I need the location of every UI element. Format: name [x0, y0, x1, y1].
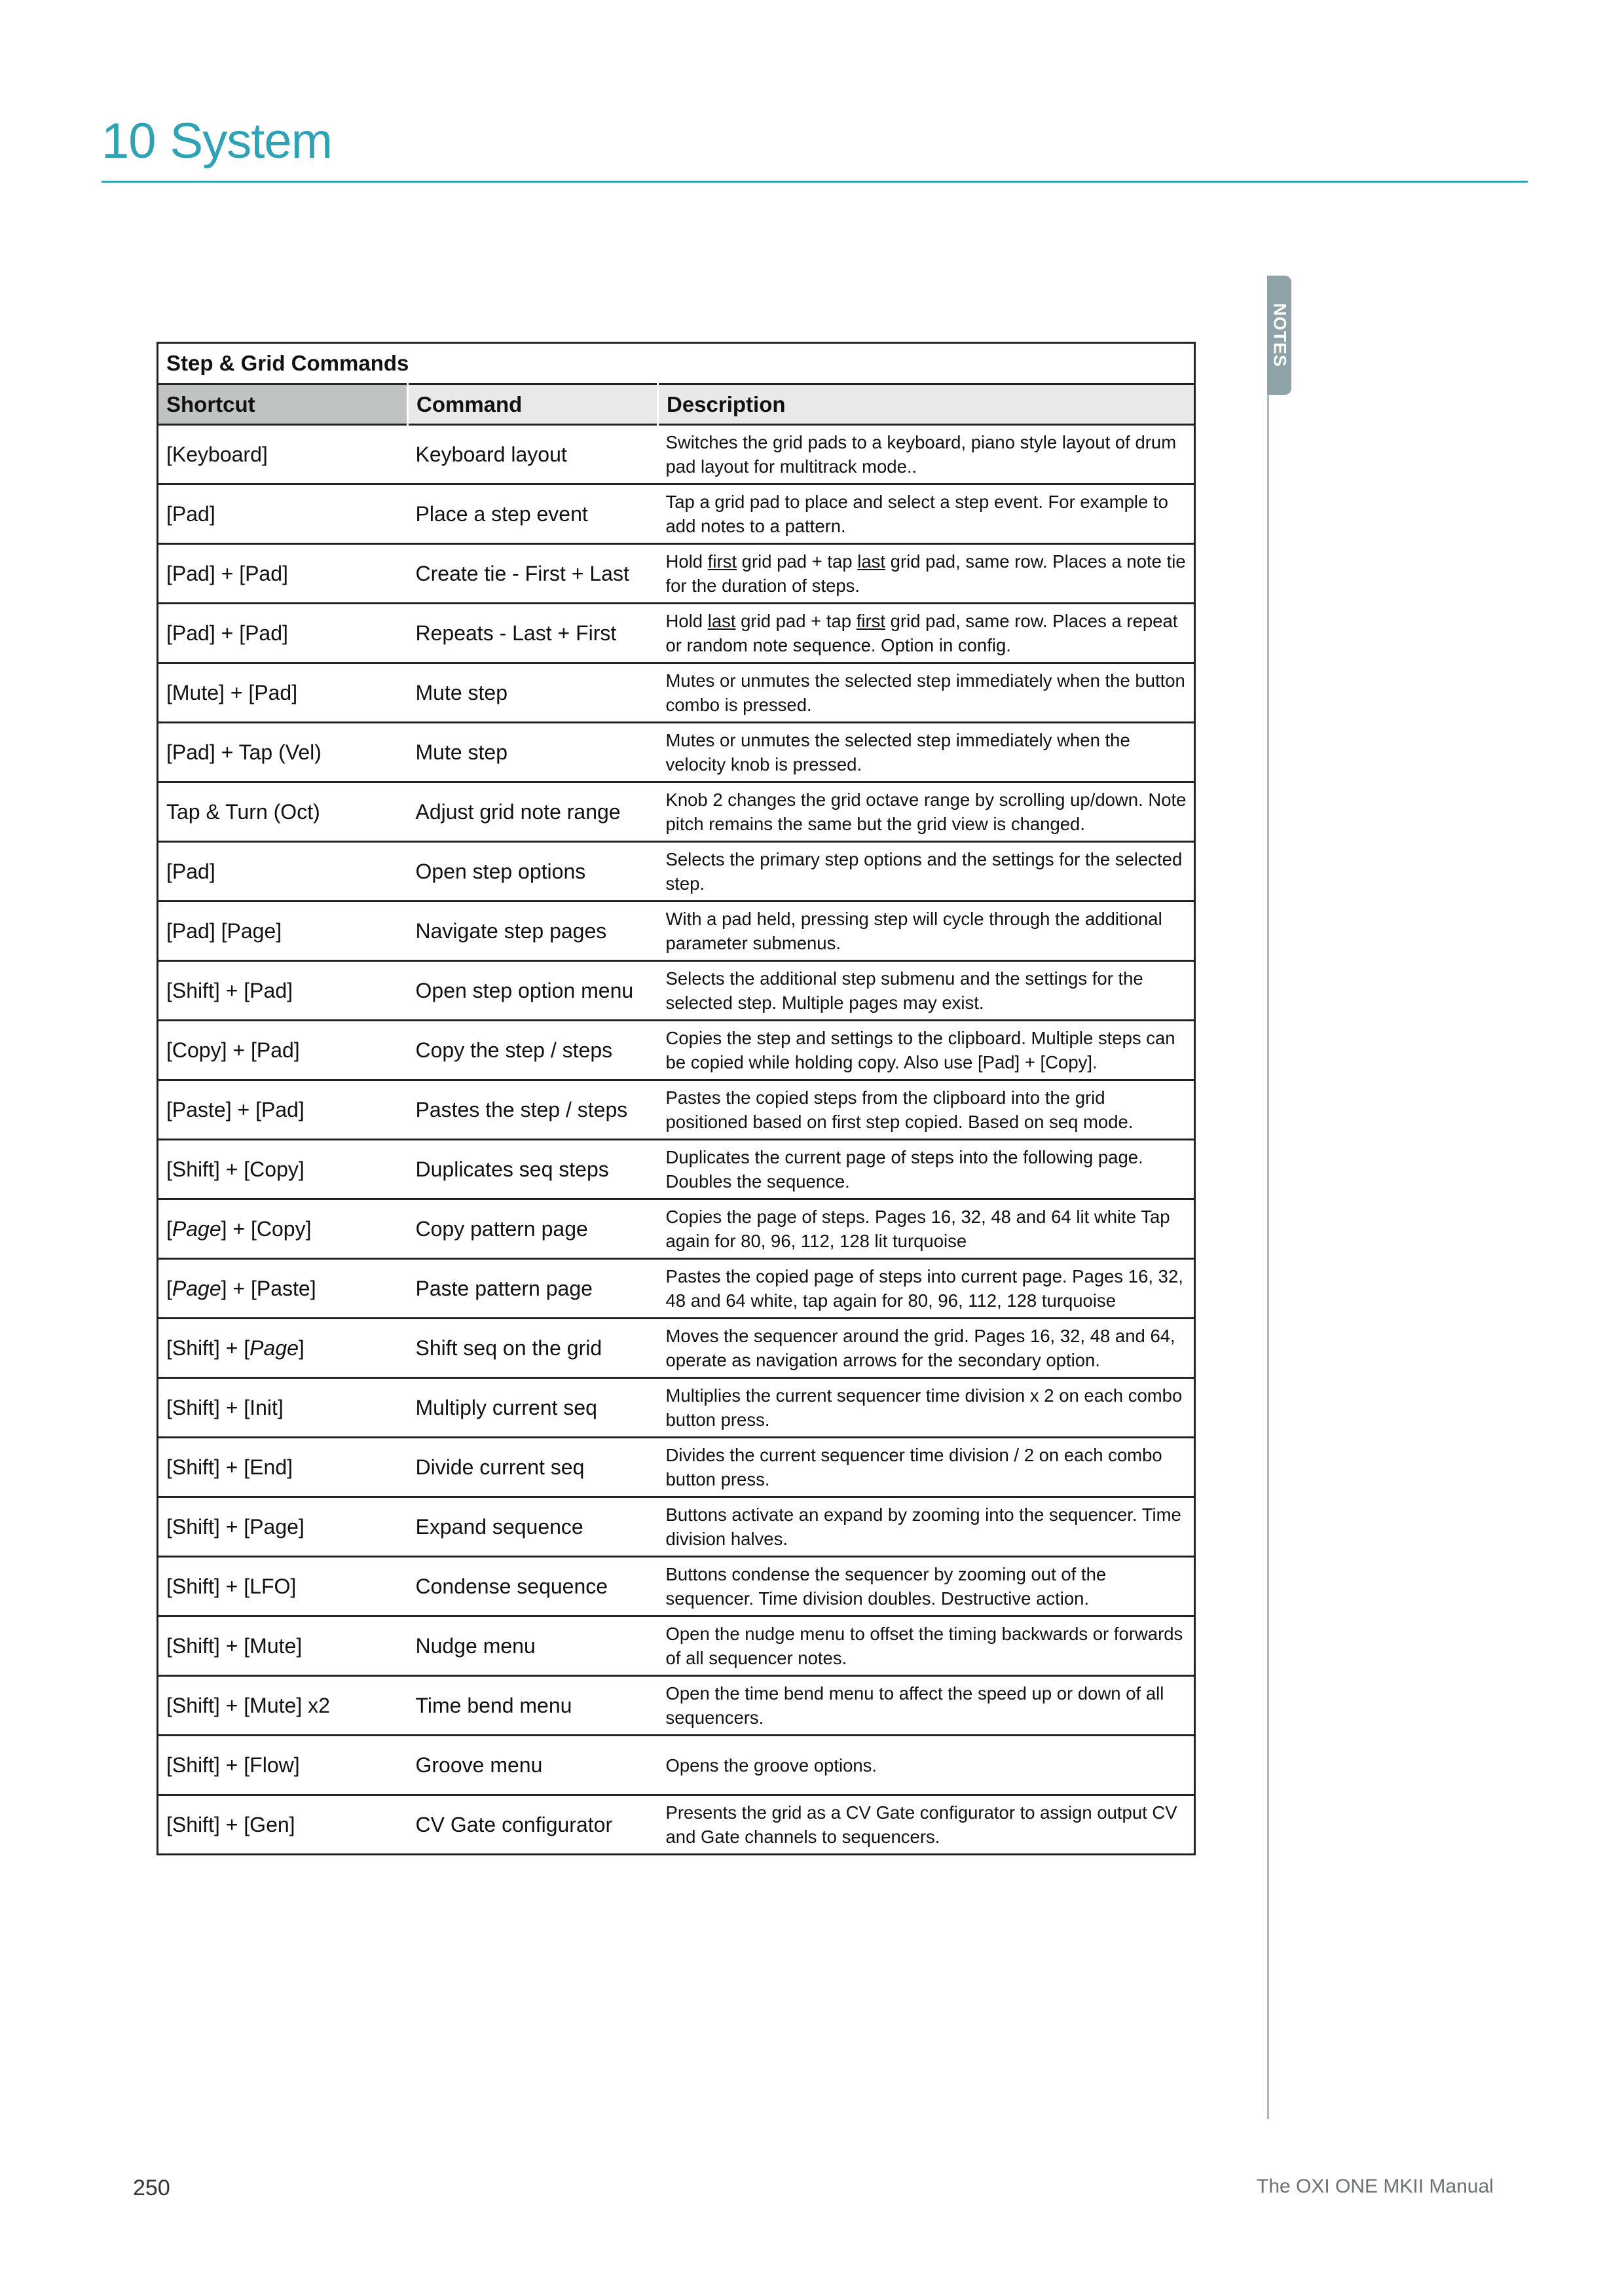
description-cell-segment: Pastes the copied steps from the clipboard into the grid positioned based on first step copied. Based on seq mode.	[665, 1087, 1134, 1132]
description-cell	[658, 1795, 1195, 1855]
shortcut-cell	[158, 1140, 408, 1199]
table-row	[158, 663, 1195, 723]
table-row	[158, 484, 1195, 544]
shortcut-cell-segment: [Shift] + [Init]	[166, 1395, 284, 1419]
description-cell-segment: Divides the current sequencer time division / 2 on each combo button press.	[665, 1445, 1162, 1489]
description-cell	[658, 604, 1195, 663]
table-row	[158, 1438, 1195, 1497]
shortcut-cell	[158, 1736, 408, 1795]
command-cell: Pastes the step / steps	[408, 1080, 658, 1140]
shortcut-cell-segment: [Shift] + [LFO]	[166, 1574, 297, 1598]
table-row	[158, 1199, 1195, 1259]
table-row	[158, 1736, 1195, 1795]
table-row	[158, 961, 1195, 1021]
command-cell: Navigate step pages	[408, 902, 658, 961]
shortcut-cell-segment: [Shift] + [Gen]	[166, 1812, 295, 1836]
command-cell: Mute step	[408, 663, 658, 723]
table-row	[158, 1557, 1195, 1616]
shortcut-cell-segment: ]	[298, 1336, 304, 1360]
shortcut-cell	[158, 1080, 408, 1140]
description-cell	[658, 1616, 1195, 1676]
shortcut-cell	[158, 1378, 408, 1438]
description-cell-segment: Selects the additional step submenu and the settings for the selected step. Multiple pages may exist.	[665, 968, 1143, 1013]
shortcut-cell-segment: [Pad] + Tap (Vel)	[166, 740, 322, 764]
shortcut-cell-segment: [Copy] + [Pad]	[166, 1038, 300, 1062]
command-cell: Adjust grid note range	[408, 782, 658, 842]
command-cell: Nudge menu	[408, 1616, 658, 1676]
shortcut-cell	[158, 782, 408, 842]
description-cell-segment: grid pad + tap	[735, 611, 857, 631]
command-cell: Shift seq on the grid	[408, 1319, 658, 1378]
chapter-title: System	[170, 113, 332, 169]
shortcut-cell-segment: [Shift] + [Flow]	[166, 1753, 300, 1777]
notes-margin-line	[1267, 395, 1269, 2119]
table-row	[158, 544, 1195, 604]
description-cell	[658, 1140, 1195, 1199]
table-row	[158, 1378, 1195, 1438]
command-cell: Condense sequence	[408, 1557, 658, 1616]
shortcut-cell-segment: [Pad] [Page]	[166, 919, 282, 943]
table-title: Step & Grid Commands	[158, 343, 1195, 384]
shortcut-cell	[158, 484, 408, 544]
description-cell	[658, 1378, 1195, 1438]
description-cell-segment: Pastes the copied page of steps into current page. Pages 16, 32, 48 and 64 white, tap again for 80, 96, 112, 128 turquoise	[665, 1266, 1183, 1311]
command-cell: Copy pattern page	[408, 1199, 658, 1259]
description-cell	[658, 1557, 1195, 1616]
shortcut-cell	[158, 1259, 408, 1319]
shortcut-cell	[158, 842, 408, 902]
command-cell: Keyboard layout	[408, 425, 658, 484]
description-cell	[658, 1319, 1195, 1378]
description-cell-segment: Buttons activate an expand by zooming into the sequencer. Time division halves.	[665, 1504, 1181, 1549]
table-row	[158, 1795, 1195, 1855]
shortcut-cell-segment: [Paste] + [Pad]	[166, 1097, 304, 1121]
description-cell-segment: Open the time bend menu to affect the speed up or down of all sequencers.	[665, 1683, 1164, 1728]
shortcut-cell	[158, 1557, 408, 1616]
description-cell-segment: grid pad, same row. Places a repeat or random note sequence. Option in config.	[665, 611, 1178, 655]
shortcut-cell	[158, 604, 408, 663]
shortcut-cell-segment: [Shift] + [Page]	[166, 1514, 304, 1539]
description-cell-segment: Tap a grid pad to place and select a step event. For example to add notes to a pattern.	[665, 492, 1168, 536]
shortcut-cell	[158, 1676, 408, 1736]
description-cell-segment: grid pad + tap	[737, 551, 858, 572]
description-cell-segment: Mutes or unmutes the selected step immediately when the velocity knob is pressed.	[665, 730, 1130, 774]
shortcut-cell	[158, 723, 408, 782]
description-cell	[658, 782, 1195, 842]
shortcut-cell-segment: ] + [Copy]	[221, 1216, 312, 1241]
shortcut-cell-segment: [Pad]	[166, 859, 215, 883]
description-cell-segment: Copies the page of steps. Pages 16, 32, 48 and 64 lit white Tap again for 80, 96, 112, 128 lit turquoise	[665, 1207, 1170, 1251]
table-row	[158, 1021, 1195, 1080]
notes-tab-label: NOTES	[1270, 302, 1289, 368]
header-divider	[101, 181, 1528, 183]
description-cell-segment: last	[857, 551, 886, 572]
shortcut-cell-segment: [Shift] + [Mute] x2	[166, 1693, 330, 1717]
step-grid-commands-table	[157, 342, 1196, 1855]
command-cell: CV Gate configurator	[408, 1795, 658, 1855]
command-cell: Create tie - First + Last	[408, 544, 658, 604]
manual-title: The OXI ONE MKII Manual	[1257, 2176, 1494, 2197]
description-cell-segment: Knob 2 changes the grid octave range by scrolling up/down. Note pitch remains the same but the grid view is changed.	[665, 790, 1187, 834]
shortcut-cell	[158, 902, 408, 961]
command-cell: Time bend menu	[408, 1676, 658, 1736]
description-cell	[658, 1736, 1195, 1795]
table-row	[158, 1319, 1195, 1378]
description-cell-segment: With a pad held, pressing step will cycle through the additional parameter submenus.	[665, 909, 1162, 953]
shortcut-cell	[158, 1199, 408, 1259]
description-cell	[658, 425, 1195, 484]
table-row	[158, 723, 1195, 782]
page-number: 250	[133, 2176, 170, 2200]
description-cell-segment: Hold	[665, 551, 708, 572]
shortcut-cell	[158, 1497, 408, 1557]
description-cell	[658, 961, 1195, 1021]
shortcut-cell-segment: [Shift] + [Pad]	[166, 978, 293, 1002]
description-cell-segment: Open the nudge menu to offset the timing backwards or forwards of all sequencer notes.	[665, 1624, 1183, 1668]
description-cell-segment: Duplicates the current page of steps into the following page. Doubles the sequence.	[665, 1147, 1143, 1192]
table-row	[158, 1140, 1195, 1199]
shortcut-cell-segment: [Pad] + [Pad]	[166, 621, 288, 645]
description-cell	[658, 723, 1195, 782]
description-cell	[658, 1676, 1195, 1736]
description-cell	[658, 1199, 1195, 1259]
description-cell-segment: Buttons condense the sequencer by zooming out of the sequencer. Time division doubles. Destructive action.	[665, 1564, 1107, 1609]
description-cell-segment: Moves the sequencer around the grid. Pages 16, 32, 48 and 64, operate as navigation arrows for the secondary option.	[665, 1326, 1175, 1370]
shortcut-cell	[158, 1616, 408, 1676]
table-row	[158, 604, 1195, 663]
shortcut-cell-segment: [Shift] + [	[166, 1336, 250, 1360]
description-cell	[658, 1497, 1195, 1557]
table-row	[158, 1497, 1195, 1557]
description-cell-segment: Switches the grid pads to a keyboard, piano style layout of drum pad layout for multitrack mode..	[665, 432, 1177, 477]
table-row	[158, 1616, 1195, 1676]
column-header-shortcut: Shortcut	[158, 384, 408, 425]
command-cell: Expand sequence	[408, 1497, 658, 1557]
description-cell-segment: Mutes or unmutes the selected step immediately when the button combo is pressed.	[665, 670, 1185, 715]
shortcut-cell-segment: [	[166, 1276, 172, 1300]
table-row	[158, 1080, 1195, 1140]
command-cell: Mute step	[408, 723, 658, 782]
description-cell	[658, 1080, 1195, 1140]
notes-side-tab[interactable]	[1267, 276, 1291, 395]
shortcut-cell-segment: Page	[172, 1216, 221, 1241]
chapter-header	[101, 113, 332, 170]
command-cell: Open step option menu	[408, 961, 658, 1021]
shortcut-cell	[158, 663, 408, 723]
shortcut-cell-segment: [Shift] + [Mute]	[166, 1633, 303, 1658]
description-cell-segment: Copies the step and settings to the clipboard. Multiple steps can be copied while holding copy. Also use [Pad] + [Copy].	[665, 1028, 1175, 1072]
shortcut-cell-segment: [Shift] + [End]	[166, 1455, 293, 1479]
description-cell-segment: Opens the groove options.	[665, 1755, 877, 1776]
shortcut-cell-segment: [Pad] + [Pad]	[166, 561, 288, 585]
description-cell-segment: Hold	[665, 611, 708, 631]
shortcut-cell-segment: ] + [Paste]	[221, 1276, 316, 1300]
command-cell: Open step options	[408, 842, 658, 902]
table-row	[158, 902, 1195, 961]
command-cell: Duplicates seq steps	[408, 1140, 658, 1199]
description-cell	[658, 902, 1195, 961]
command-cell: Place a step event	[408, 484, 658, 544]
table-row	[158, 1676, 1195, 1736]
description-cell	[658, 1021, 1195, 1080]
shortcut-cell	[158, 1319, 408, 1378]
shortcut-cell	[158, 961, 408, 1021]
table-row	[158, 782, 1195, 842]
description-cell-segment: last	[707, 611, 736, 631]
description-cell-segment: first	[707, 551, 737, 572]
column-header-command: Command	[408, 384, 658, 425]
command-cell: Groove menu	[408, 1736, 658, 1795]
command-cell: Divide current seq	[408, 1438, 658, 1497]
table-header-row	[158, 384, 1195, 425]
shortcut-cell	[158, 425, 408, 484]
shortcut-cell-segment: [Keyboard]	[166, 442, 268, 466]
shortcut-cell-segment: Page	[172, 1276, 221, 1300]
chapter-number: 10	[101, 113, 156, 169]
description-cell-segment: first	[856, 611, 886, 631]
command-cell: Repeats - Last + First	[408, 604, 658, 663]
shortcut-cell-segment: [Mute] + [Pad]	[166, 680, 298, 704]
description-cell	[658, 484, 1195, 544]
table-title-row	[158, 343, 1195, 384]
shortcut-cell-segment: Tap & Turn (Oct)	[166, 799, 320, 824]
table-row	[158, 842, 1195, 902]
shortcut-cell	[158, 1021, 408, 1080]
table-row	[158, 1259, 1195, 1319]
description-cell	[658, 1438, 1195, 1497]
description-cell-segment: Multiplies the current sequencer time division x 2 on each combo button press.	[665, 1385, 1183, 1430]
shortcut-cell-segment: [Shift] + [Copy]	[166, 1157, 304, 1181]
description-cell	[658, 1259, 1195, 1319]
description-cell-segment: Selects the primary step options and the settings for the selected step.	[665, 849, 1183, 894]
shortcut-cell-segment: [Pad]	[166, 501, 215, 526]
shortcut-cell-segment: [	[166, 1216, 172, 1241]
command-cell: Copy the step / steps	[408, 1021, 658, 1080]
shortcut-cell	[158, 544, 408, 604]
description-cell	[658, 663, 1195, 723]
command-cell: Paste pattern page	[408, 1259, 658, 1319]
command-cell: Multiply current seq	[408, 1378, 658, 1438]
table-row	[158, 425, 1195, 484]
description-cell-segment: Presents the grid as a CV Gate configurator to assign output CV and Gate channels to sequencers.	[665, 1802, 1177, 1847]
description-cell-segment: grid pad, same row. Places a note tie for the duration of steps.	[665, 551, 1186, 596]
description-cell	[658, 842, 1195, 902]
shortcut-cell	[158, 1795, 408, 1855]
shortcut-cell	[158, 1438, 408, 1497]
description-cell	[658, 544, 1195, 604]
column-header-description: Description	[658, 384, 1195, 425]
shortcut-cell-segment: Page	[249, 1336, 299, 1360]
